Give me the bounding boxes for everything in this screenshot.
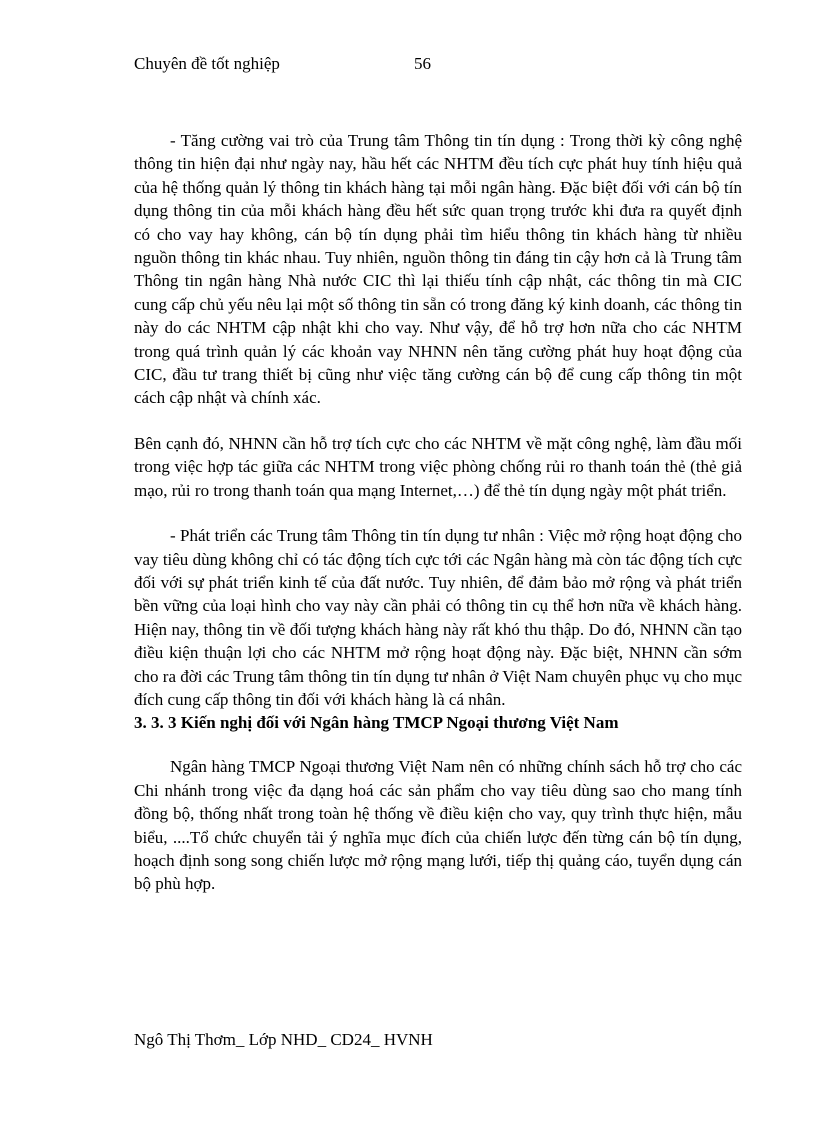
header-title: Chuyên đề tốt nghiệp — [134, 54, 280, 73]
document-body — [134, 129, 742, 896]
paragraph-cic: - Tăng cường vai trò của Trung tâm Thông tin tín dụng : Trong thời kỳ công nghệ thông tin hiện đại như ngày nay, hầu hết các NHTM đều tích cực phát huy tính hiệu quả của hệ thống quản lý thông tin khách hàng tại mỗi ngân hàng. Đặc biệt đối với cán bộ tín dụng thông tin của mỗi khách hàng đều hết sức quan trọng trước khi đưa ra quyết định có cho vay hay không, cán bộ tín dụng phải tìm hiểu thông tin khách hàng từ nhiều nguồn thông tin khác nhau. Tuy nhiên, nguồn thông tin đáng tin cậy hơn cả là Trung tâm Thông tin ngân hàng Nhà nước CIC thì lại thiếu tính cập nhật, các thông tin mà CIC cung cấp chủ yếu nêu lại một số thông tin sẵn có trong đăng ký kinh doanh, các thông tin này do các NHTM cập nhật khi cho vay. Như vậy, để hỗ trợ hơn nữa cho các NHTM trong quá trình quản lý các khoản vay NHNN nên tăng cường phát huy hoạt động của CIC, đầu tư trang thiết bị cũng như việc tăng cường cán bộ để cung cấp thông tin một cách cập nhật và chính xác. — [134, 131, 742, 408]
page-number: 56 — [414, 54, 431, 73]
footer-author: Ngô Thị Thơm_ Lớp NHD_ CD24_ HVNH — [134, 1030, 433, 1049]
paragraph-private-credit-centers: - Phát triển các Trung tâm Thông tin tín dụng tư nhân : Việc mở rộng hoạt động cho vay tiêu dùng không chỉ có tác động tích cực tới các Ngân hàng mà còn tác động tích cực đối với sự phát triển kinh tế của đất nước. Tuy nhiên, để đảm bảo mở rộng và phát triển bền vững của loại hình cho vay này cần phải có thông tin cụ thể hơn nữa về khách hàng. Hiện nay, thông tin về đối tượng khách hàng này rất khó thu thập. Do đó, NHNN cần tạo điều kiện thuận lợi cho các NHTM mở rộng hoạt động này. Đặc biệt, NHNN cần sớm cho ra đời các Trung tâm thông tin tín dụng tư nhân ở Việt Nam chuyên phục vụ cho mục đích cung cấp thông tin đối với khách hàng là cá nhân. — [134, 526, 743, 709]
section-heading: 3. 3. 3 Kiến nghị đối với Ngân hàng TMCP Ngoại thương Việt Nam — [134, 713, 619, 733]
paragraph-vietcombank: Ngân hàng TMCP Ngoại thương Việt Nam nên có những chính sách hỗ trợ cho các Chi nhánh trong việc đa dạng hoá các sản phẩm cho vay tiêu dùng sao cho mang tính đồng bộ, thống nhất trong toàn hệ thống về điều kiện cho vay, quy trình thực hiện, mẫu biểu, ....Tổ chức chuyển tải ý nghĩa mục đích của chiến lược đến từng cán bộ tín dụng, hoạch định song song chiến lược mở rộng mạng lưới, tiếp thị quảng cáo, tuyển dụng cán bộ phù hợp. — [134, 757, 742, 894]
paragraph-technology-support: Bên cạnh đó, NHNN cần hỗ trợ tích cực cho các NHTM về mặt công nghệ, làm đầu mối trong việc hợp tác giữa các NHTM trong việc phòng chống rủi ro thanh toán thẻ (thẻ giả mạo, rủi ro trong thanh toán qua mạng Internet,…) để thẻ tín dụng ngày một phát triển. — [134, 433, 742, 500]
